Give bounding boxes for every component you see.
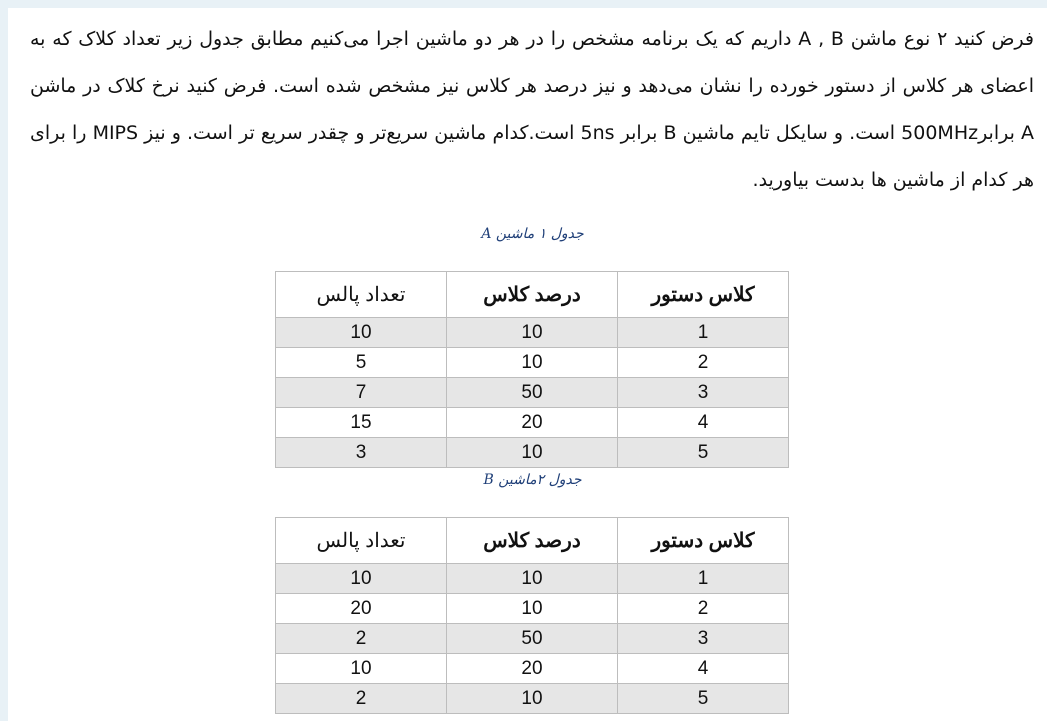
cell-class-percent: 10: [447, 318, 618, 348]
cell-pulse-count: 20: [276, 594, 447, 624]
table-a-caption: جدول ۱ ماشین A: [481, 226, 584, 242]
cell-pulse-count: 2: [276, 684, 447, 714]
cell-pulse-count: 10: [276, 564, 447, 594]
cell-instruction-class: 2: [618, 348, 789, 378]
table-machine-b: [275, 517, 789, 714]
document-page: [8, 8, 1047, 721]
cell-class-percent: 20: [447, 408, 618, 438]
problem-text: فرض کنید ۲ نوع ماشن A , B داریم که یک برنامه مشخص را در هر دو ماشین اجرا می‌کنیم مطابق جدول زیر تعداد کلاک که به اعضای هر کلاس از دستور خورده را نشان می‌دهد و نیز درصد هر کلاس نیز مشخص شده است. فرض کنید نرخ کلاک در ماشن A برابر500MHz است. و سایکل تایم ماشین B برابر 5ns است.کدام ماشین سریع‌تر و چقدر سریع تر است. و نیز MIPS را برای هر کدام از ماشین ها بدست بیاورید.: [30, 28, 1034, 191]
cell-instruction-class: 2: [618, 594, 789, 624]
table-header-row: [276, 518, 789, 564]
table-row: [276, 378, 789, 408]
table-row: [276, 684, 789, 714]
cell-class-percent: 10: [447, 684, 618, 714]
cell-instruction-class: 3: [618, 624, 789, 654]
cell-pulse-count: 3: [276, 438, 447, 468]
cell-pulse-count: 15: [276, 408, 447, 438]
cell-instruction-class: 4: [618, 408, 789, 438]
cell-pulse-count: 10: [276, 654, 447, 684]
cell-class-percent: 50: [447, 624, 618, 654]
problem-statement: [30, 16, 1034, 204]
table-machine-a: [275, 271, 789, 468]
header-instruction-class: کلاس دستور: [618, 518, 789, 564]
cell-class-percent: 10: [447, 438, 618, 468]
table-header-row: [276, 272, 789, 318]
table-row: [276, 408, 789, 438]
cell-instruction-class: 4: [618, 654, 789, 684]
table-row: [276, 348, 789, 378]
header-pulse-count: تعداد پالس: [276, 272, 447, 318]
cell-instruction-class: 1: [618, 564, 789, 594]
cell-class-percent: 10: [447, 564, 618, 594]
table-row: [276, 594, 789, 624]
cell-instruction-class: 5: [618, 684, 789, 714]
header-pulse-count: تعداد پالس: [276, 518, 447, 564]
table-b-caption: جدول ۲ماشین B: [483, 472, 582, 488]
table-row: [276, 438, 789, 468]
cell-pulse-count: 7: [276, 378, 447, 408]
table-row: [276, 654, 789, 684]
cell-pulse-count: 10: [276, 318, 447, 348]
cell-instruction-class: 3: [618, 378, 789, 408]
cell-instruction-class: 1: [618, 318, 789, 348]
header-class-percent: درصد کلاس: [447, 272, 618, 318]
cell-instruction-class: 5: [618, 438, 789, 468]
table-row: [276, 564, 789, 594]
cell-pulse-count: 5: [276, 348, 447, 378]
table-row: [276, 624, 789, 654]
cell-class-percent: 10: [447, 348, 618, 378]
header-class-percent: درصد کلاس: [447, 518, 618, 564]
table-row: [276, 318, 789, 348]
cell-pulse-count: 2: [276, 624, 447, 654]
cell-class-percent: 20: [447, 654, 618, 684]
cell-class-percent: 10: [447, 594, 618, 624]
header-instruction-class: کلاس دستور: [618, 272, 789, 318]
cell-class-percent: 50: [447, 378, 618, 408]
